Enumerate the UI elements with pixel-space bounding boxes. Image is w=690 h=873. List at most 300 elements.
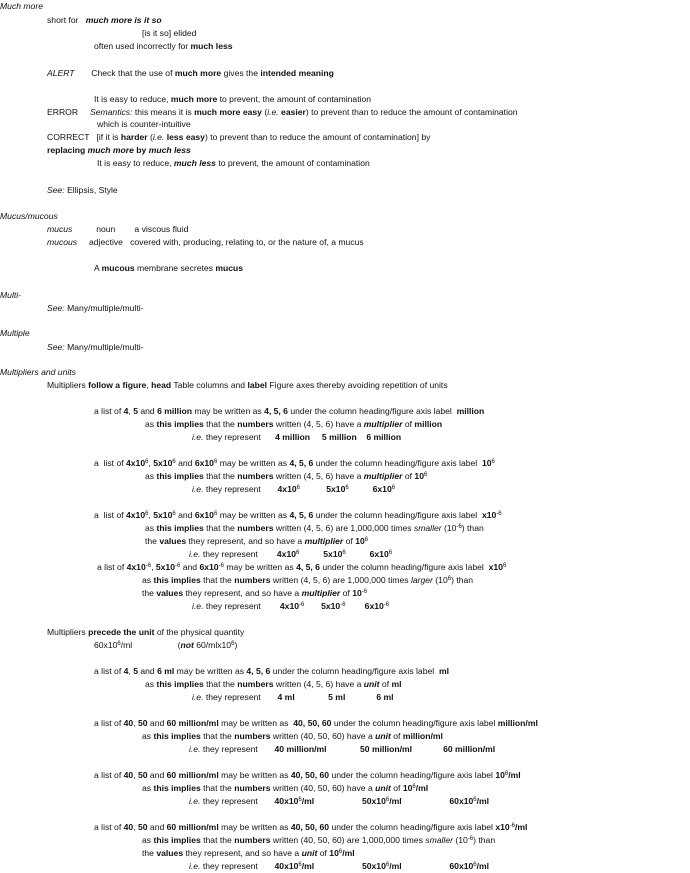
- text-run: label: [247, 380, 268, 390]
- text-line: [145, 536, 368, 548]
- text-run: this implies: [153, 783, 201, 793]
- text-run: ,: [146, 380, 152, 390]
- text-run: that the: [200, 783, 235, 793]
- text-run: 40x10: [274, 796, 299, 806]
- text-line: [189, 861, 489, 873]
- text-run: they represent: [200, 549, 277, 559]
- text-run: which is counter-intuitive: [97, 119, 191, 129]
- text-run: 4: [123, 666, 129, 676]
- text-run: 6: [364, 537, 369, 543]
- text-line: [189, 796, 489, 808]
- text-run: mucous: [47, 237, 78, 247]
- text-run: -6: [299, 602, 305, 608]
- text-run: much less: [148, 145, 191, 155]
- text-run: 6 ml: [157, 666, 175, 676]
- text-run: they represent: [203, 692, 278, 702]
- text-run: [314, 796, 362, 806]
- text-run: that the: [203, 419, 238, 429]
- text-run: million/ml: [497, 718, 538, 728]
- text-run: ,: [128, 666, 134, 676]
- text-run: 6: [502, 563, 507, 569]
- text-line: [94, 41, 233, 51]
- text-run: Multipliers: [47, 380, 89, 390]
- text-run: 6: [145, 511, 149, 517]
- text-run: Many/multiple/multi-: [64, 342, 144, 352]
- text-line: [94, 263, 243, 273]
- text-run: 5x10: [153, 458, 173, 468]
- text-run: they represent: [200, 744, 275, 754]
- text-run: they represent, and so have a: [183, 848, 302, 858]
- text-run: 4, 5, 6: [246, 666, 271, 676]
- text-run: a list of: [94, 822, 124, 832]
- text-run: i.e.: [189, 861, 201, 871]
- text-line: [47, 185, 118, 195]
- text-run: 6: [117, 641, 121, 647]
- text-run: i.e.: [192, 432, 204, 442]
- text-line: [142, 575, 473, 587]
- text-run: that the: [203, 679, 238, 689]
- text-run: /ml: [301, 861, 315, 871]
- text-run: Ellipsis, Style: [64, 185, 118, 195]
- text-run: i.e.: [189, 744, 201, 754]
- text-run: -6: [467, 836, 474, 842]
- text-run: 10: [414, 471, 424, 481]
- text-run: 6: [385, 862, 390, 868]
- text-run: 6: [504, 771, 509, 777]
- text-run: 6: [296, 550, 300, 556]
- text-run: that the: [200, 835, 235, 845]
- text-run: 40, 50, 60: [290, 770, 330, 780]
- text-run: 6: [145, 459, 149, 465]
- text-line: [47, 342, 143, 352]
- text-run: multiplier: [363, 471, 403, 481]
- text-run: written (40, 50, 60) are 1,000,000 times: [270, 835, 426, 845]
- text-run: this means it is: [132, 107, 195, 117]
- text-run: 6x10: [364, 601, 384, 611]
- text-run: ) than: [473, 835, 496, 845]
- text-run: 60 million/ml: [166, 770, 219, 780]
- text-run: a list of: [94, 458, 126, 468]
- text-run: 50x10: [361, 796, 386, 806]
- text-line: [94, 666, 449, 676]
- text-run: ) than: [451, 575, 474, 585]
- text-run: i.e.: [267, 107, 279, 117]
- text-run: 40 million/ml 50 million/ml 60 million/ml: [274, 744, 496, 754]
- text-run: a list of: [94, 510, 126, 520]
- text-run: numbers: [234, 575, 271, 585]
- text-run: 40: [123, 718, 134, 728]
- text-run: they represent: [203, 601, 280, 611]
- text-run: and: [175, 510, 195, 520]
- text-run: smaller: [413, 523, 442, 533]
- text-run: [299, 549, 323, 559]
- text-line: [47, 15, 162, 25]
- text-run: 40: [123, 770, 134, 780]
- text-run: 50: [137, 770, 148, 780]
- text-run: i.e.: [192, 692, 204, 702]
- text-run: 10: [495, 770, 505, 780]
- text-line: [47, 237, 364, 247]
- text-run: 40: [123, 822, 134, 832]
- text-run: 6: [412, 784, 416, 790]
- text-run: unit: [375, 783, 391, 793]
- text-line: [94, 770, 521, 782]
- text-line: [47, 380, 448, 390]
- text-run: 4, 5, 6: [296, 562, 320, 572]
- text-line: [94, 718, 538, 728]
- text-run: they represent: [200, 796, 275, 806]
- text-run: (10: [441, 523, 457, 533]
- text-run: 50: [137, 822, 148, 832]
- text-run: 60 million/ml: [166, 822, 219, 832]
- text-run: written (4, 5, 6) are 1,000,000 times: [273, 523, 414, 533]
- text-line: [94, 458, 495, 470]
- text-run: 4x10: [279, 601, 300, 611]
- text-run: 6: [473, 797, 477, 803]
- text-line: [97, 158, 370, 168]
- text-run: Multipliers: [47, 627, 89, 637]
- text-run: 10: [329, 848, 339, 858]
- text-run: [304, 601, 321, 611]
- text-run: 6: [385, 797, 390, 803]
- text-run: 6: [298, 862, 302, 868]
- text-run: they represent, and so have a: [186, 536, 305, 546]
- text-run: often used incorrectly for: [94, 41, 191, 51]
- text-run: they represent, and so have a: [183, 588, 302, 598]
- text-line: [97, 562, 506, 574]
- text-run: A: [94, 263, 102, 273]
- text-run: 6: [345, 485, 349, 491]
- text-run: may be written as: [191, 406, 265, 416]
- text-run: 4x10: [126, 562, 146, 572]
- text-line: [47, 107, 518, 117]
- text-run: much more easy: [194, 107, 262, 117]
- text-run: that the: [203, 471, 238, 481]
- text-line: [0, 211, 58, 221]
- text-run: of: [390, 783, 403, 793]
- text-run: the: [142, 588, 157, 598]
- text-run: 5x10: [321, 601, 341, 611]
- text-run: -6: [509, 823, 516, 829]
- text-run: of: [402, 419, 415, 429]
- text-run: mucus: [215, 263, 244, 273]
- text-run: and: [175, 458, 195, 468]
- text-line: [192, 484, 395, 496]
- text-run: [346, 601, 365, 611]
- text-run: -6: [456, 524, 462, 530]
- text-line: [47, 627, 244, 637]
- text-run: numbers: [234, 835, 271, 845]
- text-line: [142, 848, 355, 860]
- text-run: numbers: [234, 731, 271, 741]
- text-run: 4 ml 5 ml 6 ml: [277, 692, 394, 702]
- text-run: It is easy to reduce,: [97, 158, 174, 168]
- text-run: membrane secretes: [134, 263, 216, 273]
- text-run: /ml: [415, 783, 429, 793]
- text-run: 6: [213, 459, 218, 465]
- text-run: a list of: [97, 562, 127, 572]
- text-run: as: [142, 783, 154, 793]
- text-run: -6: [145, 563, 152, 569]
- text-run: much less: [173, 158, 216, 168]
- text-run: 50: [137, 718, 148, 728]
- text-run: Multi-: [0, 290, 22, 300]
- text-run: noun a viscous fluid: [72, 224, 189, 234]
- text-run: x10: [481, 510, 497, 520]
- text-run: 40, 50, 60: [290, 822, 330, 832]
- text-run: ,: [128, 406, 134, 416]
- text-line: [47, 132, 430, 142]
- text-run: 6: [298, 797, 302, 803]
- text-line: [94, 822, 527, 834]
- text-run: as: [145, 419, 157, 429]
- text-run: this implies: [156, 679, 204, 689]
- text-line: [145, 523, 484, 535]
- text-run: ,: [148, 510, 154, 520]
- text-run: as: [145, 523, 157, 533]
- text-run: numbers: [237, 523, 274, 533]
- text-run: less easy: [166, 132, 205, 142]
- text-line: [47, 224, 188, 234]
- text-run: larger: [410, 575, 433, 585]
- text-run: Mucus/mucous: [0, 211, 58, 221]
- text-run: written (40, 50, 60) have a: [270, 731, 376, 741]
- text-run: 6 million: [157, 406, 192, 416]
- text-run: multiplier: [304, 536, 344, 546]
- text-line: [94, 510, 502, 522]
- text-run: this implies: [156, 471, 204, 481]
- text-line: [192, 692, 394, 702]
- text-run: may be written as: [217, 458, 290, 468]
- text-run: much less: [190, 41, 233, 51]
- text-run: 4x10: [277, 484, 297, 494]
- text-run: under the column heading/figure axis label: [287, 406, 457, 416]
- text-run: See:: [47, 303, 65, 313]
- text-run: Many/multiple/multi-: [64, 303, 144, 313]
- text-line: [142, 783, 428, 795]
- text-line: [145, 419, 442, 429]
- text-run: much more: [87, 145, 134, 155]
- text-run: unit: [375, 731, 391, 741]
- text-run: as: [145, 679, 157, 689]
- text-run: 6x10: [194, 510, 214, 520]
- text-run: 5x10: [155, 562, 175, 572]
- text-run: /ml (: [120, 640, 181, 650]
- text-line: [145, 471, 427, 483]
- text-line: [0, 290, 21, 300]
- text-run: may be written as: [217, 510, 290, 520]
- text-run: ): [234, 640, 238, 650]
- text-run: easier: [278, 107, 306, 117]
- text-run: a list of: [94, 718, 124, 728]
- text-run: precede the unit: [88, 627, 155, 637]
- text-run: of: [379, 679, 392, 689]
- text-run: 6: [172, 511, 176, 517]
- text-run: 4: [123, 406, 129, 416]
- text-run: 6: [447, 576, 452, 582]
- text-run: numbers: [237, 471, 274, 481]
- text-run: /ml: [508, 770, 521, 780]
- text-run: Semantics:: [89, 107, 133, 117]
- text-run: 60x10: [449, 796, 474, 806]
- text-line: [142, 731, 443, 741]
- text-run: to prevent, the amount of contamination: [215, 158, 370, 168]
- text-run: and: [147, 822, 167, 832]
- text-run: of: [390, 731, 403, 741]
- text-run: [402, 861, 450, 871]
- text-run: 6: [231, 641, 235, 647]
- text-line: [94, 406, 484, 416]
- text-line: [0, 367, 76, 377]
- text-run: It is easy to reduce,: [94, 94, 171, 104]
- text-run: 60x10: [94, 640, 118, 650]
- text-run: a list of: [94, 666, 124, 676]
- text-run: much more is it so: [85, 15, 162, 25]
- text-run: of: [317, 848, 330, 858]
- text-run: the: [142, 848, 157, 858]
- text-line: [189, 744, 495, 754]
- text-run: (10: [452, 835, 468, 845]
- text-run: x10: [488, 562, 503, 572]
- text-run: unit: [301, 848, 318, 858]
- text-run: 60/mlx10: [193, 640, 232, 650]
- text-run: written (4, 5, 6) have a: [273, 419, 364, 429]
- text-run: 6x10: [199, 562, 219, 572]
- text-run: and: [137, 406, 158, 416]
- text-line: [0, 328, 30, 338]
- text-run: 10: [402, 783, 413, 793]
- text-run: 5x10: [153, 510, 173, 520]
- text-run: CORRECT [if it is: [47, 132, 121, 142]
- text-run: 60x10: [449, 861, 474, 871]
- text-run: 6: [423, 472, 428, 478]
- text-run: 6x10: [369, 549, 389, 559]
- text-run: may be written as: [174, 666, 247, 676]
- text-run: [349, 484, 373, 494]
- text-run: as: [142, 835, 154, 845]
- text-run: multiplier: [363, 419, 403, 429]
- text-run: Multipliers and units: [0, 367, 76, 377]
- text-run: 40, 50, 60: [293, 718, 332, 728]
- text-run: they represent: [200, 861, 275, 871]
- text-run: they represent: [203, 432, 276, 442]
- text-run: they represent: [203, 484, 278, 494]
- text-run: /ml: [389, 796, 402, 806]
- text-run: Multiple: [0, 328, 30, 338]
- text-run: much more: [174, 68, 222, 78]
- text-run: under the column heading/figure axis label: [329, 822, 496, 832]
- text-run: ) to prevent than to reduce the amount of contamination: [305, 107, 518, 117]
- text-run: of the physical quantity: [154, 627, 245, 637]
- text-run: under the column heading/figure axis label: [270, 666, 439, 676]
- text-run: ERROR: [47, 107, 90, 117]
- text-run: 6: [213, 511, 218, 517]
- text-run: 4, 5, 6: [264, 406, 288, 416]
- text-run: million: [414, 419, 443, 429]
- text-run: 6: [388, 550, 393, 556]
- text-run: as: [142, 731, 154, 741]
- text-run: -6: [340, 602, 346, 608]
- text-run: much more: [170, 94, 218, 104]
- text-run: numbers: [237, 419, 274, 429]
- text-run: 6x10: [194, 458, 214, 468]
- text-run: written (4, 5, 6) have a: [273, 679, 364, 689]
- text-run: ) to prevent than to reduce the amount of contamination] by: [204, 132, 431, 142]
- text-run: and: [137, 666, 158, 676]
- text-run: [300, 484, 326, 494]
- text-run: 10: [352, 588, 362, 598]
- text-line: [145, 679, 402, 689]
- text-run: this implies: [156, 419, 204, 429]
- text-run: See:: [47, 342, 65, 352]
- text-run: as: [145, 471, 157, 481]
- text-run: 5: [133, 406, 138, 416]
- text-run: of: [402, 471, 415, 481]
- text-run: 6: [338, 849, 343, 855]
- text-line: [192, 601, 389, 613]
- text-run: See:: [47, 185, 65, 195]
- text-run: under the column heading/figure axis label: [331, 718, 498, 728]
- text-run: /ml: [342, 848, 355, 858]
- text-line: [47, 68, 334, 78]
- text-run: of: [343, 536, 356, 546]
- text-run: ml: [438, 666, 449, 676]
- text-run: 10: [355, 536, 365, 546]
- text-run: -6: [218, 563, 224, 569]
- text-run: short for: [47, 15, 86, 25]
- text-line: [94, 640, 237, 652]
- text-run: that the: [200, 731, 235, 741]
- text-run: 10: [481, 458, 492, 468]
- text-run: [402, 796, 450, 806]
- text-run: 4x10: [276, 549, 297, 559]
- text-run: adjective covered with, producing, relating to, or the nature of, a mucus: [77, 237, 364, 247]
- text-run: 4x10: [126, 458, 146, 468]
- text-run: mucous: [101, 263, 135, 273]
- text-run: x10: [495, 822, 510, 832]
- text-run: -6: [361, 589, 368, 595]
- text-run: ,: [133, 822, 138, 832]
- text-run: 40x10: [274, 861, 299, 871]
- text-run: Much more: [0, 1, 43, 11]
- text-run: gives the: [221, 68, 261, 78]
- text-run: 60 million/ml: [166, 718, 219, 728]
- text-run: i.e.: [189, 796, 201, 806]
- text-run: million/ml: [402, 731, 443, 741]
- text-run: may be written as: [218, 822, 291, 832]
- text-run: this implies: [153, 835, 201, 845]
- text-run: that the: [200, 575, 235, 585]
- text-run: ,: [133, 718, 138, 728]
- text-run: by: [133, 145, 149, 155]
- text-run: (: [261, 107, 268, 117]
- text-run: numbers: [234, 783, 271, 793]
- text-run: a list of: [94, 406, 124, 416]
- text-run: to prevent, the amount of contamination: [217, 94, 372, 104]
- text-run: 6: [342, 550, 346, 556]
- text-run: /ml: [301, 796, 315, 806]
- text-run: i.e.: [192, 484, 204, 494]
- text-run: intended meaning: [260, 68, 334, 78]
- text-run: values: [156, 848, 184, 858]
- text-run: 4x10: [126, 510, 146, 520]
- text-line: [94, 94, 371, 104]
- text-run: follow a figure: [88, 380, 147, 390]
- text-run: ,: [133, 770, 138, 780]
- text-run: this implies: [153, 575, 201, 585]
- text-line: [192, 432, 401, 442]
- text-line: [0, 1, 43, 11]
